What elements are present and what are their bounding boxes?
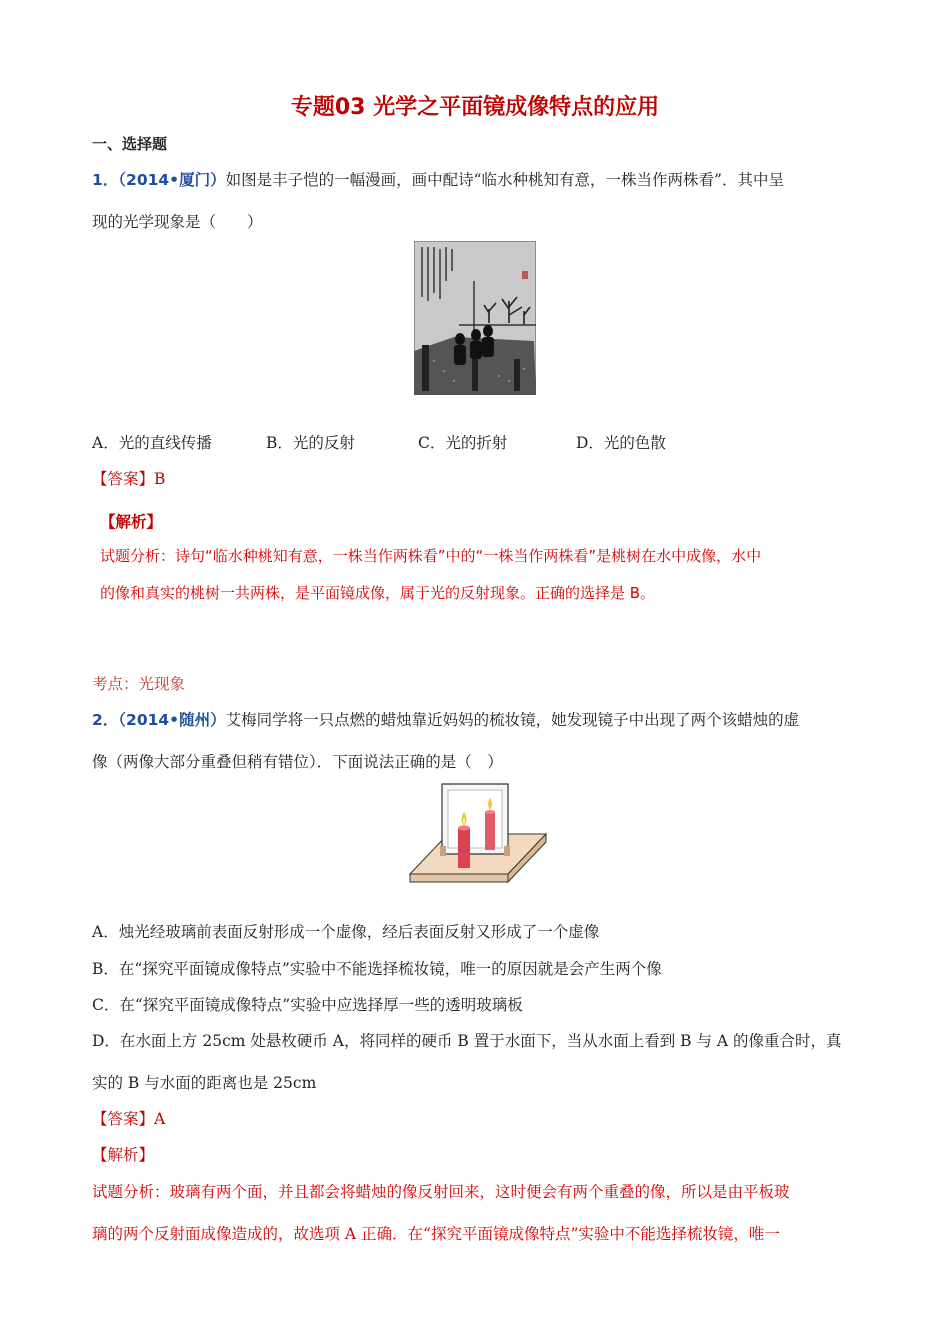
q1-cartoon-image — [414, 241, 536, 395]
q1-line2: 现的光学现象是（ ） — [92, 213, 263, 231]
page-title: 专题03 光学之平面镜成像特点的应用 — [290, 95, 660, 120]
q2-candle-mirror-image — [408, 782, 548, 896]
q2-analysis-line2: 璃的两个反射面成像造成的，故选项 A 正确．在“探究平面镜成像特点”实验中不能选择梳妆镜，唯一 — [92, 1225, 780, 1243]
q1-line1 — [92, 168, 784, 190]
q2-option-a: A．烛光经玻璃前表面反射形成一个虚像，经后表面反射又形成了一个虚像 — [92, 923, 600, 941]
q1-kaodian: 考点：光现象 — [92, 675, 186, 693]
q1-option-d: D．光的色散 — [576, 434, 666, 452]
q1-analysis-line2: 的像和真实的桃树一共两株，是平面镜成像，属于光的反射现象。正确的选择是 B。 — [100, 584, 656, 602]
q1-text-1: 如图是丰子恺的一幅漫画，画中配诗“临水种桃知有意，一株当作两株看”．其中呈 — [225, 171, 784, 189]
q2-option-d-line2: 实的 B 与水面的距离也是 25cm — [92, 1074, 317, 1092]
q1-option-c: C．光的折射 — [418, 434, 508, 452]
q1-analysis-line1: 试题分析：诗句“临水种桃知有意，一株当作两株看”中的“一株当作两株看”是桃树在水中成像，水中 — [100, 547, 762, 565]
q2-option-d-line1: D．在水面上方 25cm 处悬枚硬币 A，将同样的硬币 B 置于水面下，当从水面上看到 B 与 A 的像重合时，真 — [92, 1032, 842, 1050]
q2-line1 — [92, 708, 799, 730]
q2-number: 2．（2014•随州） — [92, 711, 226, 729]
q2-analysis-line1: 试题分析：玻璃有两个面，并且都会将蜡烛的像反射回来，这时便会有两个重叠的像，所以是由平板玻 — [92, 1183, 790, 1201]
section-heading: 一、选择题 — [92, 135, 168, 153]
q1-answer: 【答案】B — [92, 470, 166, 488]
q2-option-c: C．在“探究平面镜成像特点”实验中应选择厚一些的透明玻璃板 — [92, 996, 523, 1014]
q1-analysis-label: 【解析】 — [100, 513, 163, 531]
q1-number: 1．（2014•厦门） — [92, 171, 226, 189]
q2-text-1: 艾梅同学将一只点燃的蜡烛靠近妈妈的梳妆镜，她发现镜子中出现了两个该蜡烛的虚 — [225, 711, 800, 729]
q1-option-a: A．光的直线传播 — [92, 434, 212, 452]
q1-option-b: B．光的反射 — [266, 434, 355, 452]
q2-analysis-label: 【解析】 — [92, 1146, 155, 1164]
q2-option-b: B．在“探究平面镜成像特点”实验中不能选择梳妆镜，唯一的原因就是会产生两个像 — [92, 960, 662, 978]
q2-line2: 像（两像大部分重叠但稍有错位）．下面说法正确的是（ ） — [92, 753, 503, 771]
q2-answer: 【答案】A — [92, 1110, 166, 1128]
